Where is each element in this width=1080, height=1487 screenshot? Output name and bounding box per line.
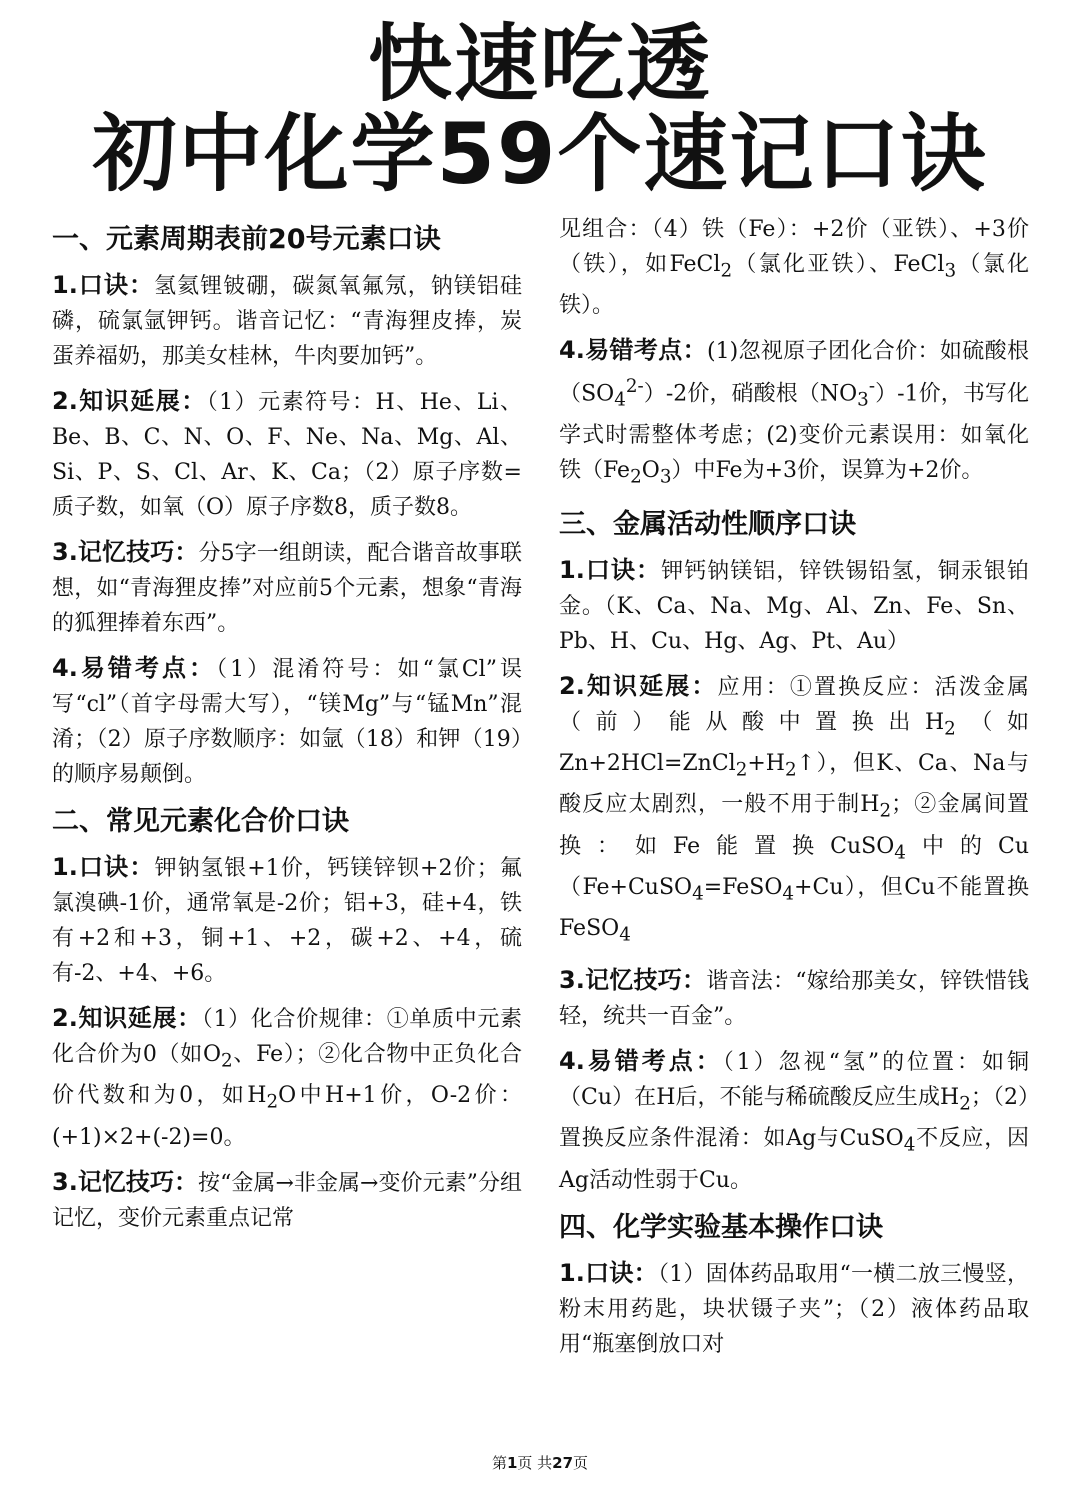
s2c-sub-a: 2 — [720, 260, 733, 282]
title-line-1: 快速吃透 — [367, 15, 712, 113]
section-heading-3: 三、金属活动性顺序口诀 — [559, 508, 856, 540]
s2c-sub-b: 3 — [944, 260, 957, 282]
s3-p2-text-b: （如Zn+2HCl=ZnCl — [559, 709, 1029, 776]
s2-p2-sub-a: 2 — [221, 1050, 233, 1072]
section-heading-2: 二、常见元素化合价口诀 — [52, 806, 349, 837]
s2-p4-text-d: O — [641, 458, 660, 484]
right-column — [559, 212, 1029, 1372]
s3-p4-text-c: 不反应，因Ag活动性弱于Cu。 — [559, 1126, 1029, 1193]
s3-p2-text-g: =FeSO — [703, 875, 783, 901]
s2-p4-text-e: ）中Fe为+3价，误算为+2价。 — [671, 458, 984, 484]
s3-paragraph-4 — [559, 1044, 1029, 1198]
s3-p2-text-c: +H — [747, 750, 785, 776]
s1-p1-label: 1.口诀： — [52, 271, 155, 299]
s1-p2-label: 2.知识延展： — [52, 387, 207, 415]
s3-p1-label: 1.口诀： — [559, 555, 662, 584]
s2-p4-sub-a: 4 — [614, 390, 626, 412]
s1-paragraph-4 — [52, 651, 522, 792]
s1-p1-text: 氢氦锂铍硼，碳氮氧氟氖，钠镁铝硅磷，硫氯氩钾钙。谐音记忆：“青海狸皮捧，炭蛋养福奶，那美女桂林，牛肉要加钙”。 — [52, 274, 522, 369]
page-footer — [0, 1452, 1080, 1473]
s3-p4-sub-b: 4 — [903, 1134, 916, 1156]
s2-p4-sup-a: 2- — [625, 376, 644, 398]
s3-p2-text-d: ↑），但K、Ca、Na与酸反应太剧烈，一般不用于制H — [559, 750, 1029, 818]
footer-prefix: 第 — [491, 1454, 507, 1472]
s4-paragraph-1 — [559, 1256, 1029, 1362]
s2c-text-a: 见组合：（4）铁（Fe）：+2价（亚铁）、+3价（铁），如FeCl — [559, 217, 1029, 277]
section-heading-1: 一、元素周期表前20号元素口诀 — [52, 224, 441, 255]
s1-p2-text: （1）元素符号：H、He、Li、Be、B、C、N、O、F、Ne、Na、Mg、Al、Si、P、S、Cl、Ar、K、Ca；（2）原子序数=质子数，如氧（O）原子序数8，质子数8。 — [52, 390, 522, 520]
s3-paragraph-2 — [559, 669, 1029, 953]
s3-p2-sub-h: 4 — [619, 924, 631, 946]
footer-total-pages: 27 — [552, 1454, 574, 1472]
s2-p3-label: 3.记忆技巧： — [52, 1167, 199, 1196]
s3-p4-text-b: ；（2）置换反应条件混淆：如Ag与CuSO — [559, 1084, 1029, 1152]
s2-p1-text: 钾钠氢银+1价，钙镁锌钡+2价；氟氯溴碘-1价，通常氧是-2价；铝+3，硅+4，铁有+2和+3，铜+1、+2，碳+2、+4，硫有-2、+4、+6。 — [52, 856, 522, 986]
s3-p2-sub-c: 2 — [785, 759, 797, 781]
s2-p4-sub-c: 2 — [630, 466, 642, 488]
s2-paragraph-1 — [52, 850, 522, 991]
s2-p4-sub-d: 3 — [659, 466, 672, 488]
s3-p3-label: 3.记忆技巧： — [559, 965, 707, 994]
s1-p4-text: （1）混淆符号：如“氯Cl”误写“cl”（首字母需大写），“镁Mg”与“锰Mn”混淆；（2）原子序数顺序：如氩（18）和钾（19）的顺序易颠倒。 — [52, 657, 522, 787]
section-heading-4: 四、化学实验基本操作口诀 — [559, 1211, 883, 1243]
s2-p2-text-a: （1）化合价规律：①单质中元素化合价为0（如O — [52, 1007, 522, 1067]
footer-suffix: 页 — [573, 1454, 589, 1472]
s3-paragraph-3 — [559, 963, 1029, 1034]
s3-p2-text-h: +Cu），但Cu不能置换FeSO — [559, 875, 1029, 942]
s3-p2-sub-b: 2 — [735, 759, 748, 781]
s3-p4-sub-a: 2 — [959, 1093, 971, 1115]
s3-p2-text-a: 应用：①置换反应：活泼金属（前）能从酸中置换出H — [559, 674, 1029, 735]
s1-paragraph-1 — [52, 268, 522, 374]
s2-p1-label: 1.口诀： — [52, 853, 155, 881]
s3-p2-sub-f: 4 — [692, 883, 704, 905]
s3-p2-text-e: ；②金属间置换：如Fe能置换CuSO — [559, 792, 1029, 859]
s2c-text-b: （氯化亚铁）、FeCl — [732, 252, 945, 277]
s3-p4-label: 4.易错考点： — [559, 1046, 723, 1075]
s1-p3-text: 分5字一组朗读，配合谐音故事联想，如“青海狸皮捧”对应前5个元素，想象“青海的狐狸捧着东西”。 — [52, 541, 522, 636]
s2-p4-sup-b: - — [868, 376, 876, 398]
left-column — [52, 214, 522, 1246]
s3-p1-text: 钾钙钠镁铝，锌铁锡铅氢，铜汞银铂金。（K、Ca、Na、Mg、Al、Zn、Fe、Sn、Pb、H、Cu、Hg、Ag、Pt、Au） — [559, 558, 1029, 654]
footer-page-number: 1 — [506, 1454, 518, 1472]
s1-p3-label: 3.记忆技巧： — [52, 538, 199, 566]
s3-p2-label: 2.知识延展： — [559, 671, 718, 700]
s1-p4-label: 4.易错考点： — [52, 654, 217, 682]
s3-p2-sub-a: 2 — [944, 717, 956, 739]
s2-p2-label: 2.知识延展： — [52, 1004, 202, 1032]
s4-p1-label: 1.口诀： — [559, 1258, 658, 1287]
s2-p2-sub-b: 2 — [266, 1091, 279, 1113]
s3-p2-sub-g: 4 — [782, 883, 795, 905]
s1-paragraph-2 — [52, 384, 522, 525]
s2-paragraph-3 — [52, 1165, 522, 1236]
s2-p2-text-b: 、Fe）；②化合物中正负化合价代数和为0，如H — [52, 1042, 522, 1109]
s2-p4-label: 4.易错考点： — [559, 336, 708, 365]
s2-p2-text-c: O中H+1价，O-2价：(+1)×2+(-2)=0。 — [52, 1083, 522, 1150]
s2-p4-text-c: ）-1价，书写化学式时需整体考虑；(2)变价元素误用：如氧化铁（Fe — [559, 381, 1029, 484]
s3-p2-sub-d: 2 — [879, 800, 892, 822]
s4-p1-text: （1）固体药品取用“一横二放三慢竖，粉末用药匙，块状镊子夹”；（2）液体药品取用“瓶塞倒放口对 — [559, 1261, 1029, 1357]
s2-p3-text: 按“金属→非金属→变价元素”分组记忆，变价元素重点记常 — [52, 1170, 522, 1231]
footer-middle: 页 共 — [517, 1454, 553, 1472]
s2-paragraph-4 — [559, 333, 1029, 494]
s2c-text-c: （氯化铁）。 — [559, 252, 1029, 319]
s2-paragraph-2 — [52, 1001, 522, 1155]
s3-p2-text-f: 中的Cu（Fe+CuSO — [559, 833, 1029, 901]
s1-paragraph-3 — [52, 535, 522, 641]
s3-p2-sub-e: 4 — [894, 842, 906, 864]
s3-paragraph-1 — [559, 553, 1029, 659]
s2-p4-text-a: (1)忽视原子团化合价：如硫酸根（SO — [559, 339, 1029, 407]
s3-p3-text: 谐音法：“嫁给那美女，锌铁惜钱轻，统共一百金”。 — [559, 968, 1029, 1029]
title-line-2: 初中化学59个速记口诀 — [92, 105, 988, 203]
s2-p4-text-b: ）-2价，硝酸根（NO — [643, 381, 858, 407]
s2-p4-sub-b: 3 — [857, 390, 869, 412]
s2-continued-paragraph — [559, 212, 1029, 323]
s3-p4-text-a: （1）忽视“氢”的位置：如铜（Cu）在H后，不能与稀硫酸反应生成H — [559, 1049, 1029, 1110]
